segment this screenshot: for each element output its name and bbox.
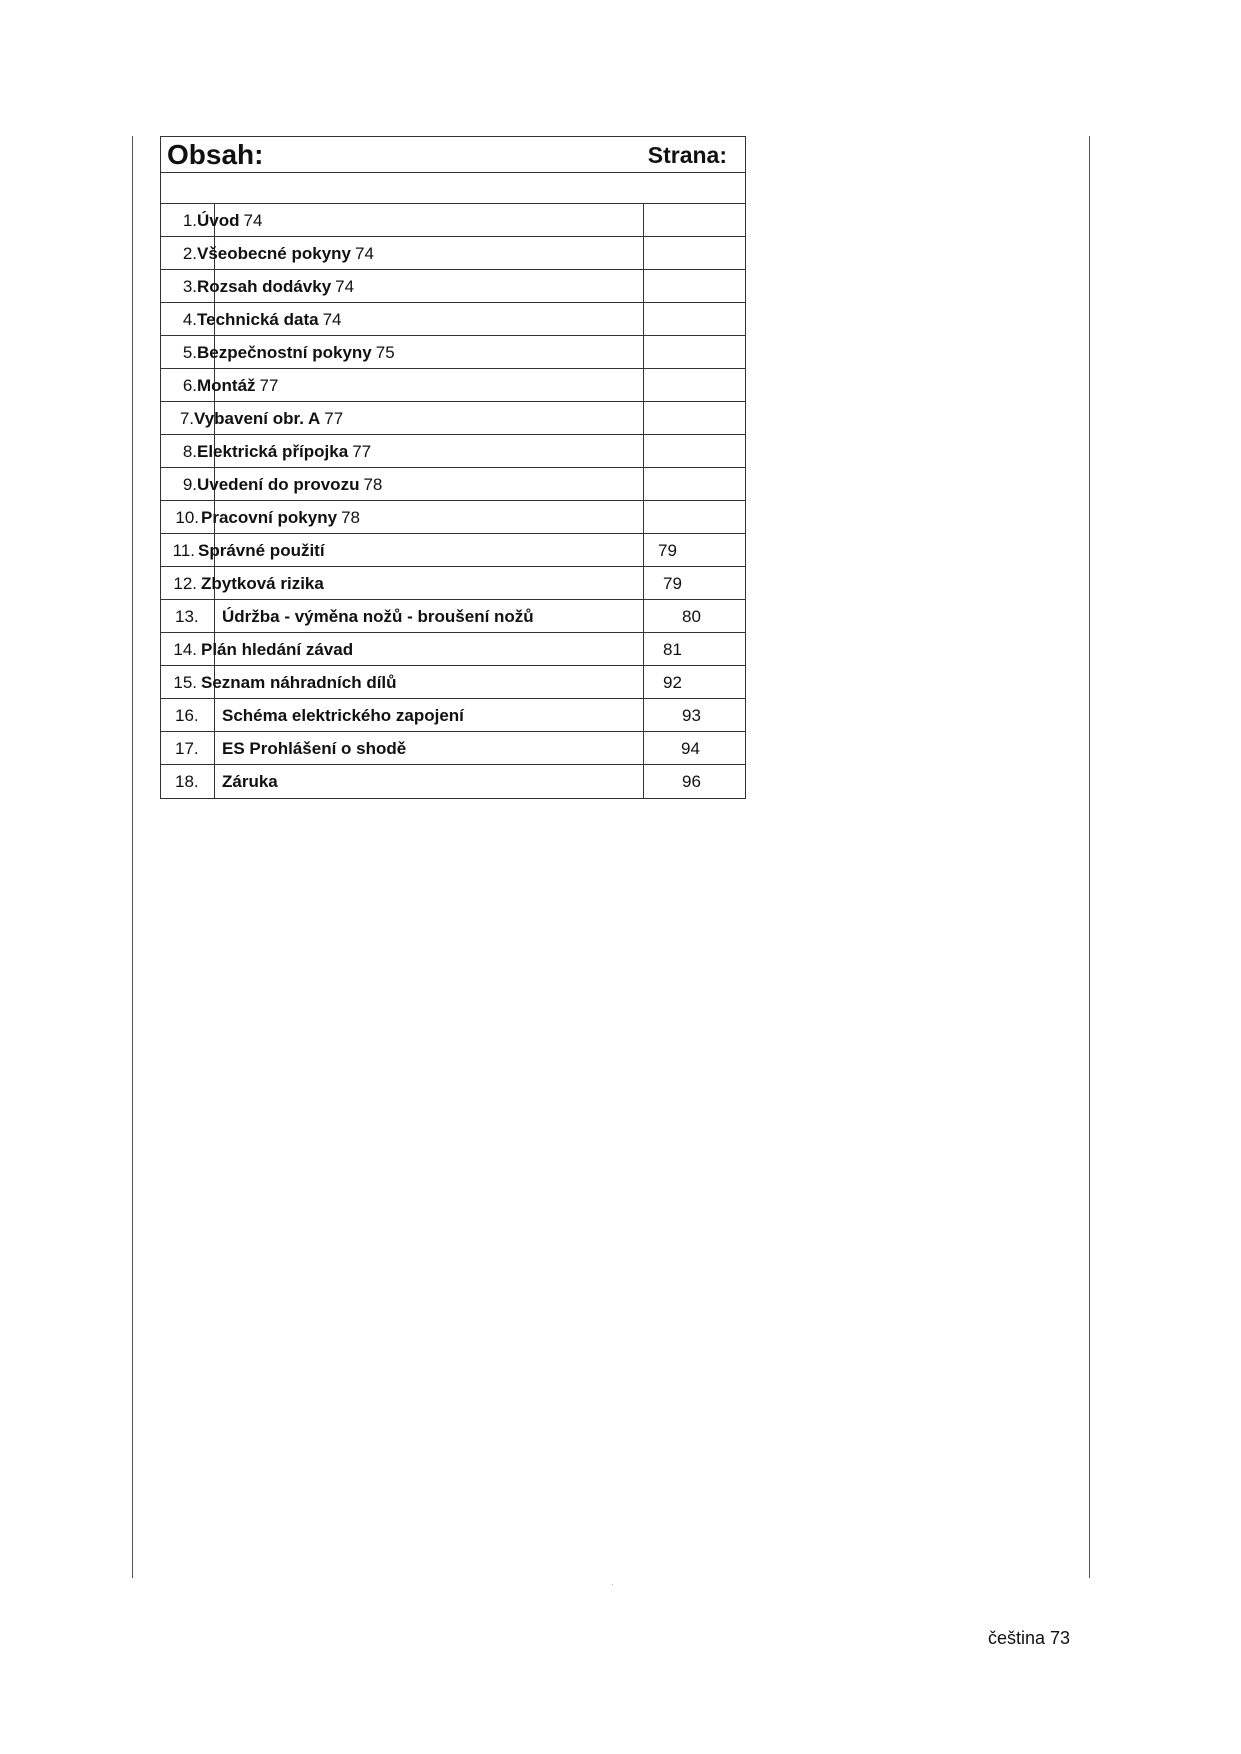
toc-header (161, 137, 745, 173)
toc-entry-number: 14. (173, 640, 197, 659)
toc-entry-title: Montáž 77 (197, 376, 279, 395)
toc-entry-title: Seznam náhradních dílů (201, 673, 397, 692)
toc-entry-title: Zbytková rizika (201, 574, 324, 593)
right-margin-rule (1089, 136, 1090, 1578)
toc-row (161, 567, 745, 600)
toc-row (161, 336, 745, 369)
toc-entry-number: 17. (175, 739, 199, 758)
toc-entry-number: 6. (182, 376, 197, 395)
toc-entry-title: Plán hledání závad (201, 640, 354, 659)
toc-entry-page: 79 (658, 541, 677, 560)
toc-entry-page: 74 (355, 244, 374, 263)
toc-row (161, 765, 745, 798)
toc-entry-page: 80 (682, 607, 701, 626)
toc-row (161, 600, 745, 633)
toc-entry-title: Pracovní pokyny 78 (201, 508, 360, 527)
left-margin-rule (132, 136, 133, 1578)
toc-row (161, 534, 745, 567)
toc-entry-number: 7. (179, 409, 194, 428)
toc-entry-page: 96 (682, 772, 701, 791)
toc-entry-title: ES Prohlášení o shodě (222, 739, 407, 758)
toc-entry-number: 11. (172, 541, 195, 560)
toc-title: Obsah: (167, 139, 264, 170)
toc-entry-number: 8. (182, 442, 197, 461)
toc-row (161, 270, 745, 303)
toc-entry-page: 77 (324, 409, 344, 428)
toc-entry-page: 78 (341, 508, 360, 527)
toc-entry-page: 74 (335, 277, 355, 296)
toc-entry-number: 15. (173, 673, 197, 692)
table-of-contents (160, 136, 746, 799)
toc-entry-number: 18. (175, 772, 199, 791)
toc-entry-number: 12. (173, 574, 197, 593)
toc-entry-title: Úvod 74 (197, 211, 263, 230)
toc-entry-title: Vybavení obr. A 77 (194, 409, 344, 428)
toc-entry-title: Uvedení do provozu 78 (197, 475, 383, 494)
toc-entry-page: 79 (663, 574, 682, 593)
toc-entry-number: 3. (182, 277, 197, 296)
toc-spacer-row (161, 173, 745, 204)
toc-entry-title: Záruka (222, 772, 278, 791)
toc-row (161, 303, 745, 336)
toc-entry-page: 74 (322, 310, 342, 329)
toc-entry-page: 93 (682, 706, 701, 725)
toc-row (161, 633, 745, 666)
toc-entry-page: 92 (663, 673, 682, 692)
toc-entry-title: Údržba - výměna nožů - broušení nožů (222, 607, 534, 626)
toc-row (161, 204, 745, 237)
toc-entry-page: 77 (259, 376, 279, 395)
toc-entry-page: 81 (663, 640, 682, 659)
toc-entry-number: 10. (175, 508, 199, 527)
toc-entry-number: 9. (182, 475, 197, 494)
toc-entry-number: 1. (182, 211, 197, 230)
toc-entry-title: Správné použití (198, 541, 325, 560)
toc-row (161, 699, 745, 732)
toc-row (161, 435, 745, 468)
toc-entry-number: 4. (182, 310, 197, 329)
toc-row (161, 666, 745, 699)
toc-entry-title: Všeobecné pokyny 74 (197, 244, 374, 263)
toc-page-header: Strana: (647, 142, 727, 168)
toc-row (161, 369, 745, 402)
toc-entry-page: 77 (352, 442, 372, 461)
toc-row (161, 468, 745, 501)
toc-entry-number: 2. (182, 244, 197, 263)
toc-entry-title: Bezpečnostní pokyny 75 (197, 343, 395, 362)
toc-row (161, 732, 745, 765)
page-footer: čeština 73 (988, 1628, 1071, 1648)
toc-entry-number: 5. (182, 343, 197, 362)
toc-entry-title: Schéma elektrického zapojení (222, 706, 464, 725)
toc-entry-title: Rozsah dodávky 74 (197, 277, 355, 296)
toc-entry-page: 75 (375, 343, 395, 362)
toc-entry-page: 74 (243, 211, 263, 230)
toc-entry-number: 16. (175, 706, 199, 725)
toc-entry-number: 13. (175, 607, 199, 626)
toc-entry-page: 94 (681, 739, 700, 758)
scan-speck (612, 1584, 613, 1585)
toc-entry-title: Technická data 74 (197, 310, 342, 329)
toc-row (161, 402, 745, 435)
toc-entry-title: Elektrická přípojka 77 (197, 442, 372, 461)
toc-row (161, 237, 745, 270)
toc-entry-page: 78 (363, 475, 383, 494)
toc-row (161, 501, 745, 534)
